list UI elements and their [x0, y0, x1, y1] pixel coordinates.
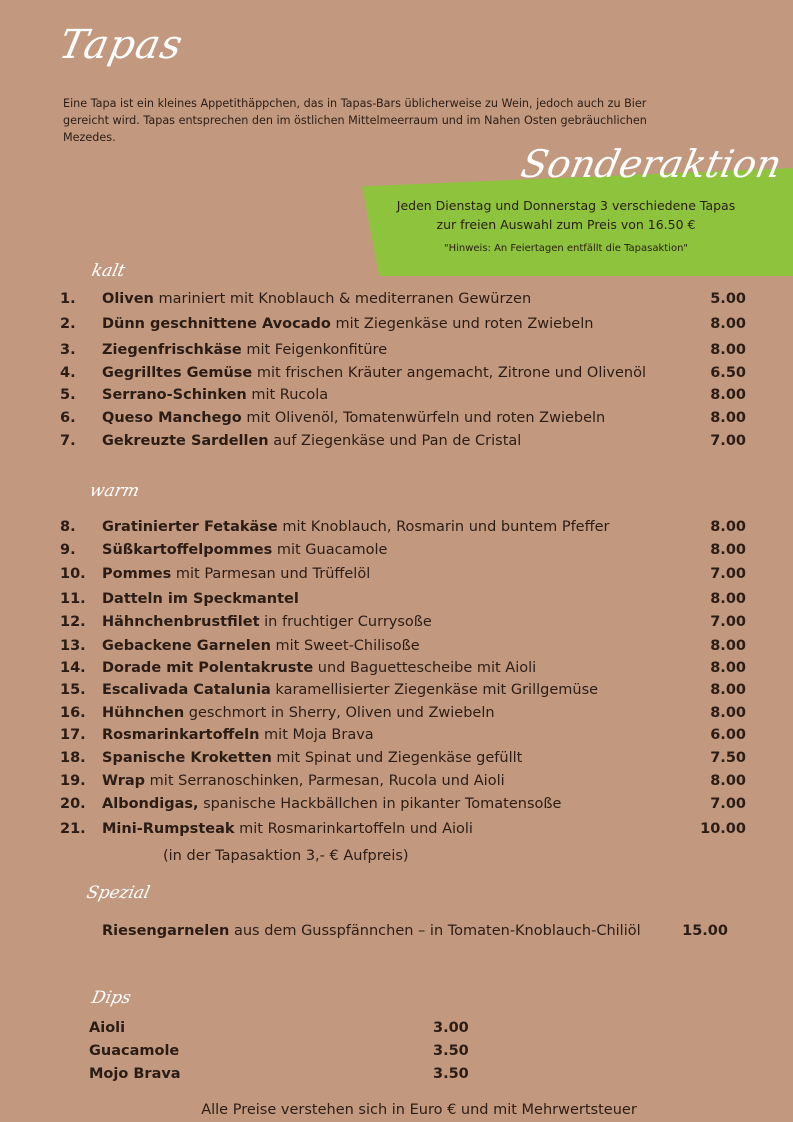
menu-item	[60, 362, 750, 384]
item-price: 5.00	[710, 291, 746, 307]
menu-item	[60, 635, 750, 657]
item-price: 7.50	[710, 750, 746, 766]
item-name: Rosmarinkartoffeln	[102, 727, 260, 743]
item-number: 13.	[60, 638, 86, 654]
item-name: Oliven	[102, 291, 154, 307]
item-name: Queso Manchego	[102, 410, 242, 426]
promo-note: "Hinweis: An Feiertagen entfällt die Tapasaktion"	[443, 243, 689, 254]
item-number: 18.	[60, 750, 86, 766]
item-name: Pommes	[102, 566, 172, 582]
item-description: mit Olivenöl, Tomatenwürfeln und roten Zwiebeln	[241, 410, 606, 426]
item-name: Spanische Kroketten	[102, 750, 272, 766]
item-name: Gebackene Garnelen	[102, 638, 271, 654]
item-description: mit Rosmarinkartoffeln und Aioli	[234, 821, 473, 837]
dip-name: Guacamole	[89, 1043, 180, 1059]
item-price: 8.00	[710, 387, 746, 403]
item-description: karamellisierter Ziegenkäse mit Grillgemüse	[270, 682, 599, 698]
item-price: 8.00	[710, 660, 746, 676]
item-description: in fruchtiger Currysoße	[259, 614, 432, 630]
item-price: 8.00	[710, 705, 746, 721]
footer-note: Alle Preise verstehen sich in Euro € und mit Mehrwertsteuer	[201, 1102, 637, 1118]
item-price: 8.00	[710, 316, 746, 332]
item-name: Hühnchen	[102, 705, 185, 721]
item-price: 10.00	[700, 821, 746, 837]
item-number: 2.	[60, 316, 76, 332]
item-description: spanische Hackbällchen in pikanter Tomatensoße	[198, 796, 562, 812]
item-description: aus dem Gusspfännchen – in Tomaten-Knoblauch-Chiliöl	[229, 923, 641, 939]
item-price: 7.00	[710, 566, 746, 582]
dip-price: 3.50	[433, 1066, 469, 1082]
menu-item	[60, 588, 750, 610]
aufpreis-note: (in der Tapasaktion 3,- € Aufpreis)	[163, 848, 409, 864]
item-description: mit frischen Kräuter angemacht, Zitrone und Olivenöl	[252, 365, 646, 381]
item-description: auf Ziegenkäse und Pan de Cristal	[268, 433, 522, 449]
item-price: 7.00	[710, 796, 746, 812]
item-price: 6.00	[710, 727, 746, 743]
section-label-dips: Dips	[89, 988, 133, 1008]
item-name: Mini-Rumpsteak	[102, 821, 235, 837]
menu-item	[60, 539, 750, 561]
item-price: 8.00	[710, 342, 746, 358]
menu-item	[60, 563, 750, 585]
item-name: Gratinierter Fetakäse	[102, 519, 278, 535]
item-name: Gekreuzte Sardellen	[102, 433, 269, 449]
item-number: 10.	[60, 566, 86, 582]
item-description: mit Rucola	[246, 387, 329, 403]
menu-item	[60, 679, 750, 701]
item-name: Hähnchenbrustfilet	[102, 614, 260, 630]
item-price: 8.00	[710, 773, 746, 789]
item-number: 8.	[60, 519, 76, 535]
item-number: 9.	[60, 542, 76, 558]
menu-item	[60, 407, 750, 429]
item-price: 8.00	[710, 410, 746, 426]
item-name: Escalivada Catalunia	[102, 682, 271, 698]
item-number: 11.	[60, 591, 86, 607]
item-description: und Baguettescheibe mit Aioli	[313, 660, 537, 676]
item-number: 20.	[60, 796, 86, 812]
item-name: Wrap	[102, 773, 146, 789]
dip-price: 3.50	[433, 1043, 469, 1059]
promo-text: Jeden Dienstag und Donnerstag 3 verschiedene Tapas zur freien Auswahl zum Preis von 16.50 €	[396, 198, 736, 232]
item-price: 8.00	[710, 519, 746, 535]
item-price: 6.50	[710, 365, 746, 381]
item-price: 8.00	[710, 542, 746, 558]
item-description: mit Ziegenkäse und roten Zwiebeln	[330, 316, 594, 332]
item-price: 8.00	[710, 591, 746, 607]
section-label-warm: warm	[87, 481, 142, 501]
item-number: 16.	[60, 705, 86, 721]
menu-item	[60, 702, 750, 724]
menu-item	[60, 339, 750, 361]
item-number: 4.	[60, 365, 76, 381]
item-description: mit Moja Brava	[259, 727, 374, 743]
dip-name: Mojo Brava	[89, 1066, 181, 1082]
item-number: 21.	[60, 821, 86, 837]
intro-text: Eine Tapa ist ein kleines Appetithäppchen, das in Tapas-Bars üblicherweise zu Wein, jedoch auch zu Bier gereicht wird. Tapas entsprechen den im östlichen Mittelmeerraum und im Nahen Osten gebräuchlichen Mezedes.	[63, 97, 647, 144]
item-number: 3.	[60, 342, 76, 358]
item-price: 8.00	[710, 682, 746, 698]
item-description: mit Serranoschinken, Parmesan, Rucola und Aioli	[145, 773, 505, 789]
dip-name: Aioli	[89, 1020, 126, 1036]
menu-item	[60, 818, 750, 840]
item-name: Riesengarnelen	[102, 923, 230, 939]
item-name: Gegrilltes Gemüse	[102, 365, 253, 381]
item-number: 6.	[60, 410, 76, 426]
promo-title: Sonderaktion	[517, 142, 786, 186]
item-number: 19.	[60, 773, 86, 789]
menu-item	[60, 430, 750, 452]
item-number: 7.	[60, 433, 76, 449]
item-name: Datteln im Speckmantel	[102, 591, 299, 607]
menu-item	[60, 770, 750, 792]
dip-price: 3.00	[433, 1020, 469, 1036]
item-description: mit Sweet-Chilisoße	[270, 638, 420, 654]
item-description: mit Parmesan und Trüffelöl	[171, 566, 371, 582]
dip-item	[89, 1063, 474, 1085]
menu-item	[60, 611, 750, 633]
item-name: Albondigas,	[102, 796, 199, 812]
item-price: 15.00	[682, 923, 728, 939]
item-number: 14.	[60, 660, 86, 676]
item-description: mit Spinat und Ziegenkäse gefüllt	[271, 750, 523, 766]
item-name: Dünn geschnittene Avocado	[102, 316, 331, 332]
item-price: 7.00	[710, 433, 746, 449]
spezial-item	[102, 920, 732, 942]
menu-item	[60, 313, 750, 335]
item-description: geschmort in Sherry, Oliven und Zwiebeln	[184, 705, 495, 721]
item-number: 12.	[60, 614, 86, 630]
item-number: 5.	[60, 387, 76, 403]
item-number: 1.	[60, 291, 76, 307]
section-label-kalt: kalt	[89, 261, 127, 281]
item-name: Süßkartoffelpommes	[102, 542, 273, 558]
page-title: Tapas	[55, 22, 188, 68]
menu-item	[60, 384, 750, 406]
dip-item	[89, 1017, 474, 1039]
item-number: 17.	[60, 727, 86, 743]
menu-item	[60, 724, 750, 746]
menu-item	[60, 747, 750, 769]
item-description: mit Feigenkonfitüre	[241, 342, 388, 358]
menu-item	[60, 793, 750, 815]
item-name: Dorade mit Polentakruste	[102, 660, 314, 676]
dip-item	[89, 1040, 474, 1062]
section-label-spezial: Spezial	[84, 883, 152, 903]
item-description: mit Knoblauch, Rosmarin und buntem Pfeffer	[277, 519, 610, 535]
item-number: 15.	[60, 682, 86, 698]
menu-item	[60, 288, 750, 310]
item-price: 8.00	[710, 638, 746, 654]
item-name: Serrano-Schinken	[102, 387, 247, 403]
item-name: Ziegenfrischkäse	[102, 342, 242, 358]
menu-item	[60, 516, 750, 538]
item-price: 7.00	[710, 614, 746, 630]
item-description: mit Guacamole	[272, 542, 388, 558]
menu-item	[60, 657, 750, 679]
item-description: mariniert mit Knoblauch & mediterranen Gewürzen	[153, 291, 532, 307]
